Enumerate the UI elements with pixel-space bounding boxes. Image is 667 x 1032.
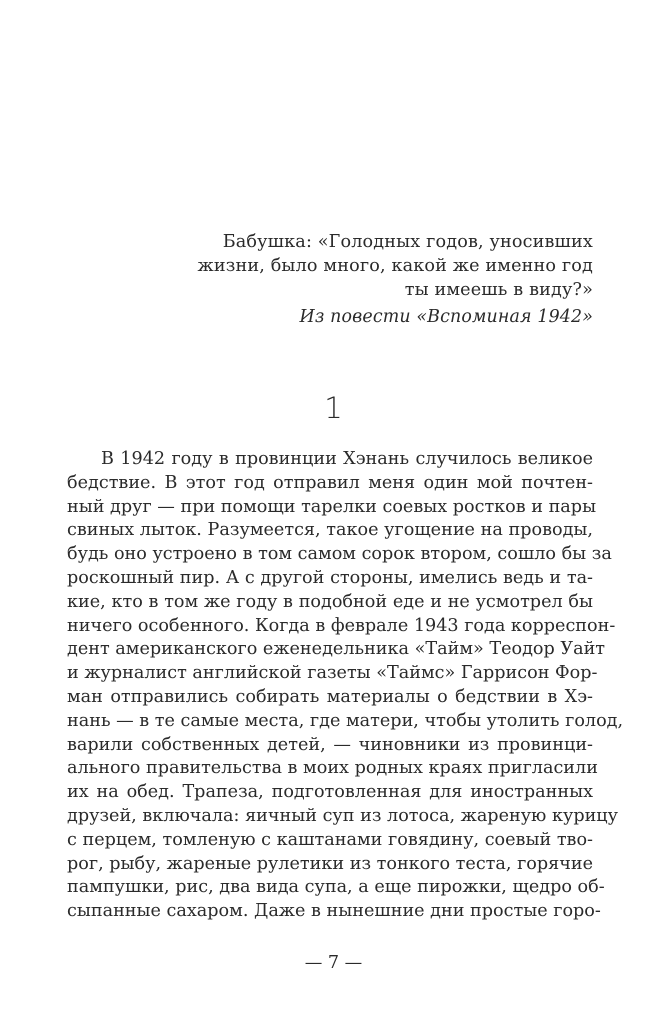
text-line: свиных лыток. Разумеется, такое угощение на проводы, [67,520,593,541]
text-line: их на обед. Трапеза, подготовленная для иностранных [67,782,593,803]
text-line: ный друг — при помощи тарелки соевых ростков и пары [67,496,597,517]
text-line: бедствие. В этот год отправил меня один мой почтен- [67,472,593,493]
epigraph-line: Бабушка: «Голодных годов, уносивших [222,232,593,252]
text-line: ман отправились собирать материалы о бедствии в Хэ- [67,687,593,707]
epigraph-line: ты имеешь в виду?» [404,280,593,300]
text-line: роскошный пир. А с другой стороны, имелись ведь и та- [67,568,593,588]
epigraph-line: жизни, было много, какой же именно год [197,256,593,276]
text-line: сыпанные сахаром. Даже в нынешние дни простые горо- [67,901,601,922]
text-line: будь оно устроено в том самом сорок втором, сошло бы за [67,544,612,565]
text-line: ального правительства в моих родных краях пригласили [67,758,598,779]
page-number: — 7 — [304,953,363,973]
text-line: с перцем, томленую с каштанами говядину, соевый тво- [67,829,593,850]
text-line: нань — в те самые места, где матери, чтобы утолить голод, [67,710,624,731]
text-line: В 1942 году в провинции Хэнань случилось великое [101,449,593,469]
text-line: кие, кто в том же году в подобной еде и не усмотрел бы [67,591,593,612]
text-line: друзей, включала: яичный суп из лотоса, жареную курицу [67,806,618,826]
text-line: варили собственных детей, — чиновники из провинци- [67,734,593,755]
text-line: и журналист английской газеты «Таймс» Гаррисон Фор- [67,663,598,684]
chapter-number: 1 [324,391,343,425]
text-line: ничего особенного. Когда в феврале 1943 года корреспон- [67,615,616,636]
epigraph-source: Из повести «Вспоминая 1942» [299,307,593,327]
text-line: дент американского еженедельника «Тайм» Теодор Уайт [67,639,606,660]
text-line: рог, рыбу, жареные рулетики из тонкого теста, горячие [67,853,594,874]
text-line: пампушки, рис, два вида супа, а еще пирожки, щедро об- [67,877,605,898]
